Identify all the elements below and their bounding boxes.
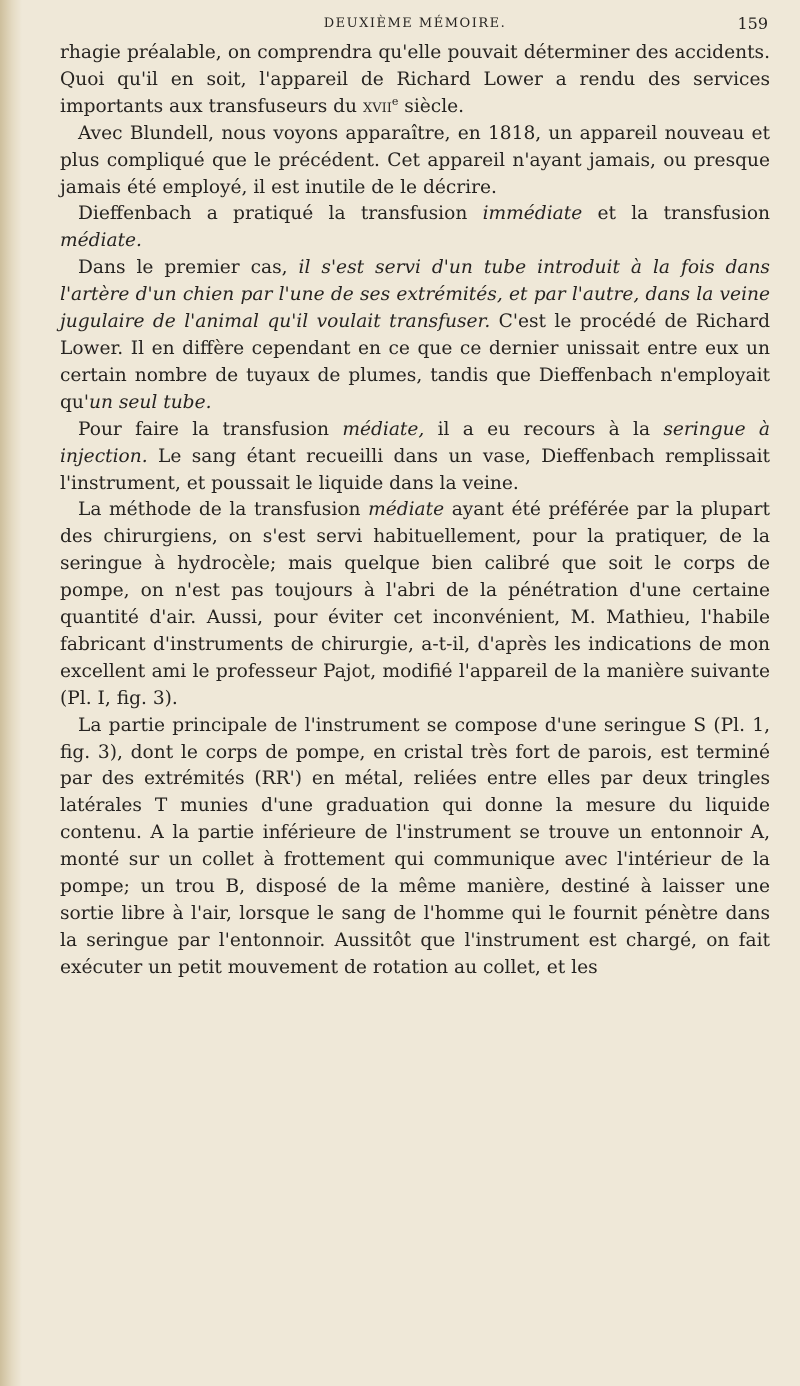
text-run: siècle.	[398, 95, 465, 117]
text-run: Pour faire la transfusion	[78, 418, 343, 440]
italic-run: médiate.	[60, 230, 142, 252]
italic-run: seringue à injection.	[60, 418, 770, 467]
superscript: e	[391, 94, 399, 108]
text-run: La méthode de la transfusion	[78, 499, 369, 521]
paragraph	[60, 713, 770, 982]
paragraph	[60, 417, 770, 498]
italic-run: il s'est servi d'un tube introduit à la fois dans l'artère d'un chien par l'une de ses extrémités, et par l'autre, dans la veine jugulaire de l'animal qu'il voulait transfuser.	[60, 257, 770, 333]
paragraph	[60, 255, 770, 416]
body-text	[60, 40, 770, 982]
paragraph	[60, 121, 770, 202]
italic-run: immédiate	[482, 203, 583, 225]
book-spine-shadow	[0, 0, 22, 1386]
book-page	[60, 0, 770, 1386]
running-title: DEUXIÈME MÉMOIRE.	[323, 16, 507, 31]
paragraph	[60, 497, 770, 712]
text-run: Avec Blundell, nous voyons apparaître, en 1818, un appareil nouveau et plus compliqué que le précédent. Cet appareil n'ayant jamais, ou presque jamais été employé, il est inutile de le décrire.	[60, 122, 770, 198]
text-run: La partie principale de l'instrument se compose d'une seringue S (Pl. 1, fig. 3), dont le corps de pompe, en cristal très fort de parois, est terminé par des extrémités (RR') en métal, reliées entre elles par deux tringles latérales T munies d'une graduation qui donne la mesure du liquide contenu. A la partie inférieure de l'instrument se trouve un entonnoir A, monté sur un collet à frottement qui communique avec l'intérieur de la pompe; un trou B, disposé de la même manière, destiné à laisser une sortie libre à l'air, lorsque le sang de l'homme qui le fournit pénètre dans la seringue par l'entonnoir. Aussitôt que l'instrument est chargé, on fait exécuter un petit mouvement de rotation au collet, et les	[60, 714, 770, 978]
text-run: Dans le premier cas,	[78, 257, 299, 279]
text-run: Le sang étant recueilli dans un vase, Dieffenbach remplissait l'instrument, et poussait le liquide dans la veine.	[60, 445, 770, 494]
page-header	[60, 0, 770, 40]
page-number: 159	[737, 14, 768, 33]
italic-run: médiate	[368, 499, 445, 521]
text-run: ayant été préférée par la plupart des chirurgiens, on s'est servi habituellement, pour la pratiquer, de la seringue à hydrocèle; mais quelque bien calibré que soit le corps de pompe, on n'est pas toujours à l'abri de la pénétration d'une certaine quantité d'air. Aussi, pour éviter cet inconvénient, M. Mathieu, l'habile fabricant d'instruments de chirurgie, a-t-il, d'après les indications de mon excellent ami le professeur Pajot, modifié l'appareil de la manière suivante (Pl. I, fig. 3).	[60, 499, 770, 709]
text-run: rhagie préalable, on comprendra qu'elle pouvait déterminer des accidents. Quoi qu'il en soit, l'appareil de Richard Lower a rendu des services importants aux transfuseurs du	[60, 42, 770, 117]
paragraph	[60, 40, 770, 121]
text-run: il a eu recours à la	[424, 418, 664, 440]
text-run: Dieffenbach a pratiqué la transfusion	[78, 203, 483, 225]
text-run: C'est le procédé de Richard Lower. Il en diffère cependant en ce que ce dernier unissait entre eux un certain nombre de tuyaux de plumes, tandis que Dieffenbach n'employait qu'	[60, 311, 770, 413]
italic-run: médiate,	[342, 418, 425, 440]
text-run: xvii	[362, 95, 392, 117]
paragraph	[60, 201, 770, 255]
italic-run: un seul tube.	[89, 391, 212, 413]
text-run: et la transfusion	[582, 203, 771, 225]
